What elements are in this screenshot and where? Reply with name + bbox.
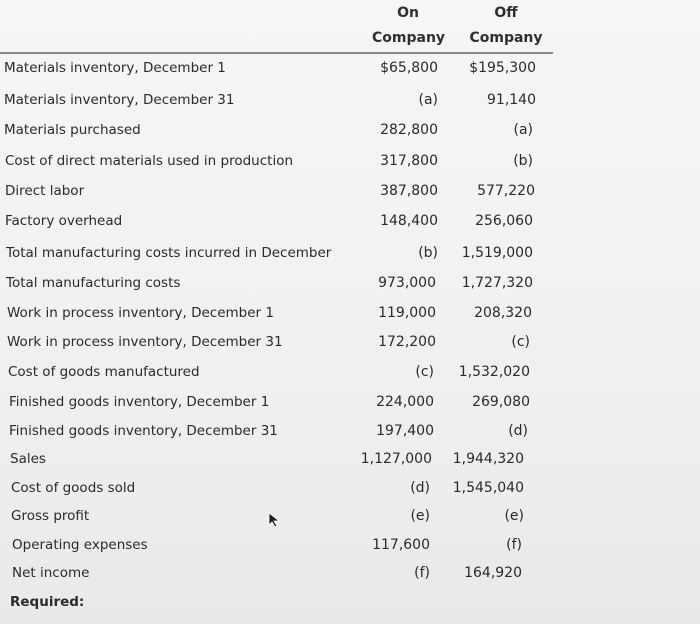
row-label: Cost of goods sold [11, 480, 136, 496]
row-label: Sales [10, 451, 46, 467]
row-label: Materials inventory, December 1 [4, 60, 226, 76]
row-label: Net income [12, 565, 90, 581]
table-row [0, 451, 700, 471]
table-row [0, 565, 700, 585]
off-company-value: 1,944,320 [452, 451, 524, 467]
off-company-value: (a) [513, 122, 533, 138]
off-company-value: 1,545,040 [452, 480, 524, 496]
on-company-value: 119,000 [378, 305, 436, 321]
off-company-value: 164,920 [464, 565, 522, 581]
row-label: Finished goods inventory, December 31 [9, 423, 278, 439]
off-company-value: 91,140 [487, 92, 536, 108]
row-label: Total manufacturing costs incurred in December [6, 245, 332, 261]
off-company-value: 1,532,020 [458, 364, 530, 380]
column-header-on [372, 4, 444, 47]
off-company-value: 577,220 [477, 183, 535, 199]
on-company-value: 282,800 [380, 122, 438, 138]
on-company-value: (c) [415, 364, 434, 380]
off-company-value: (f) [506, 537, 522, 553]
on-company-value: (b) [418, 245, 438, 261]
table-row [0, 508, 700, 528]
table-row [0, 92, 700, 112]
off-company-value: (e) [504, 508, 524, 524]
off-company-value: (c) [511, 334, 530, 350]
on-company-value: 148,400 [380, 213, 438, 229]
table-row [0, 245, 700, 265]
row-label: Finished goods inventory, December 1 [9, 394, 270, 410]
row-label: Work in process inventory, December 1 [7, 305, 274, 321]
table-row [0, 537, 700, 557]
off-company-value: (d) [508, 423, 528, 439]
table-row [0, 153, 700, 173]
off-company-value: 208,320 [474, 305, 532, 321]
table-row [0, 423, 700, 443]
table-row [0, 122, 700, 142]
off-company-value: 1,727,320 [461, 275, 533, 291]
on-company-value: 973,000 [378, 275, 436, 291]
off-company-value: $195,300 [469, 60, 536, 76]
row-label: Materials purchased [4, 122, 141, 138]
table-row [0, 183, 700, 203]
on-company-value: (d) [410, 480, 430, 496]
column-header-off-line2: Company [469, 30, 543, 46]
off-company-value: (b) [513, 153, 533, 169]
on-company-value: 317,800 [380, 153, 438, 169]
row-label: Factory overhead [5, 213, 123, 229]
on-company-value: 172,200 [378, 334, 436, 350]
off-company-value: 256,060 [475, 213, 533, 229]
row-label: Direct labor [5, 183, 85, 199]
on-company-value: (f) [414, 565, 430, 581]
header-divider [0, 52, 553, 54]
column-header-on-line1: On [397, 5, 419, 21]
on-company-value: (e) [410, 508, 430, 524]
table-row [0, 275, 700, 295]
on-company-value: 224,000 [376, 394, 434, 410]
on-company-value: 387,800 [380, 183, 438, 199]
on-company-value: $65,800 [380, 60, 438, 76]
row-label: Cost of goods manufactured [8, 364, 200, 380]
column-header-off-line1: Off [494, 5, 518, 21]
on-company-value: 1,127,000 [360, 451, 432, 467]
off-company-value: 1,519,000 [461, 245, 533, 261]
row-label: Total manufacturing costs [6, 275, 181, 291]
required-label: Required: [10, 594, 85, 610]
row-label: Cost of direct materials used in production [5, 153, 294, 169]
table-row [0, 213, 700, 233]
table-row [0, 305, 700, 325]
column-header-off [468, 4, 544, 47]
column-header-on-line2: Company [372, 30, 446, 46]
row-label: Work in process inventory, December 31 [7, 334, 283, 350]
row-label: Gross profit [11, 508, 90, 524]
table-row [0, 480, 700, 500]
table-row [0, 394, 700, 414]
off-company-value: 269,080 [472, 394, 530, 410]
table-row [0, 364, 700, 384]
table-row [0, 60, 700, 80]
row-label: Operating expenses [12, 537, 148, 553]
on-company-value: (a) [418, 92, 438, 108]
row-label: Materials inventory, December 31 [4, 92, 235, 108]
table-row [0, 334, 700, 354]
mouse-pointer-icon [268, 512, 282, 528]
on-company-value: 117,600 [372, 537, 430, 553]
on-company-value: 197,400 [376, 423, 434, 439]
